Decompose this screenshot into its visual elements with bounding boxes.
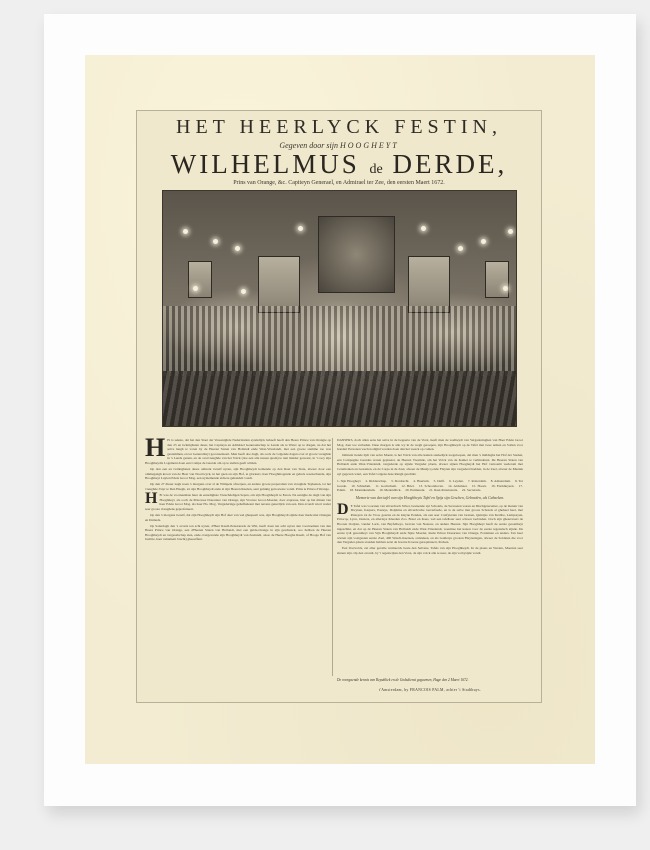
seating-item: 13. Schoonhoven. — [418, 483, 444, 488]
dropcap-d: D — [337, 500, 349, 518]
left-paragraph: Op den 27 dieser nagh noen 's morgens over al de Wimpels afwerpen, en andere groote preparatien van vreughde Teykenen, tot het vreughde-Vuyr te Den Haegh, tot sijn Hooghheydt ende al sijn Heeren Raeden, aent gelukig getrouwste vondt. Prins te Prince d'Orange. — [145, 482, 331, 491]
title-main: HET HEERLYCK FESTIN, — [176, 116, 502, 138]
seating-item: 17. Edam. — [337, 483, 523, 493]
engraving-mural — [318, 216, 395, 293]
chandelier-icon — [235, 246, 240, 251]
left-paragraph: Op den 's morgens twaelf, dat zijn Hooghheydt sijn Hof daer van wel ghespeelt was, sijn Hooghheydt sijnde daer mede met Orangen en Dameds. — [145, 512, 331, 522]
chandelier-icon — [183, 229, 188, 234]
sconce-icon — [503, 286, 508, 291]
seating-item: 9. Ter Goude. — [337, 479, 523, 488]
seating-item: 1. Sijn Hoogheyt. — [337, 479, 362, 484]
right-paragraph: DANSERS, doch allen eens het selve in de begeerte van de Vorst, heeft men de veelheydt van Vergaderinghen van Haer Edele Groot Mog. daer toe verbeden. Dese morgen is alle wy in de wegh geroepen, zijn Hooghheydt op de Tafel met twee armen en Sollen voor hondert Personen wech nodighd worden doen dan het weeck op comen. — [337, 438, 523, 452]
chandelier-icon — [458, 246, 463, 251]
text-column-left — [145, 438, 331, 676]
right-paragraph: Omtrent tiende tijdt van selve Maent, is het Volck van alle kanten sterkelijck toegeloopen, dat men 's middaghs het Hof der Steden, een Compagnie Guardes waren geplaetst, de Heeren Vreemde, om het Volck van de Kamer te verhinderen. De Heeren Staten van Hollandt ende West-Vrieslandt, vergaderde op sijnde Vergader plaets, alwaer sijnen Hoogheydt het Hof vernoemt wederom met Ceremonien en Gezanten, en de Corps in de Zael, alwaer de Musijcq ende Fluyten sijn vergaderd hadden, in de Zael, alwaer de Muziek uyt gegeven wiert, een Tafel volgens dese Rangh geschikt. — [337, 453, 523, 476]
right-paragraph: E Tafel was voorsien van silverdrach Silver, bestaende uyt Schotels, de Serveeten waren en Dischgerecenter, op de manier van Dwynen, Karpers, Pasteys, Dolphins en silverdrache toeverfaede, en is de selve met groote Schotels al gheheel heel, met Pasteyen tot de Vrou, geerste en de kleyne Eenden, als een seer Confyterien van Granen, Quintjes van Krabbe, Lamprayen, Pittocqs, Lyon, Oesters, en allerleye Kleeden Zoo. Boter en Kaes, wel een tafelbaer seer schoon Gebraden. Ooch sijn gheserveert de Hooren Ooijren, vander Lack, van Beyfelbeys, Graven van Nassaw, en andere Heeren. Sijn Hooghheyt heeft de eerste gesontheyt ingeschikt, en dat op de Heeren Staten van Hollandt ende West-Vrieslandt, waermee het kanon voor de eerste tegenslach sijnde. De eerste tydt gesontheyt van Sijn Hooghheydt ende Sijne Moeder, mede Prince Douariere van Orange, Fontainen en anders. Ten heer wieren sijn voetgesien eerste Zael, 400 Wasch-Keersen, ontsteken, en als Galderye grooten Fluyteslagen, alwaer de Soldaten die voor den Vergader-plaets stonden hebben eerst de hoorne Kroone gerequisteert, Pecken. — [337, 503, 523, 545]
left-paragraph: Op den een en twintighsten deses omtrent twaelf uyren, sijn Hooghheydt komende op den Raet van State, alwaer door een ommegangh kroon van de Heer van Noortwyck, in het gaen en sijn Hof, te glorieert, haer Hooghmogende en geluck weenschende, sijn Hooghheyt Luyten Edele Groot Mog. een uytnemende sichere gehandelt vondt. — [145, 467, 331, 481]
chandelier-icon — [508, 229, 513, 234]
seating-item: 18. Monnikendam. — [349, 488, 376, 493]
seating-item: 15. Hoorn. — [471, 483, 487, 488]
dropcap-h: H — [145, 438, 166, 462]
publisher-imprint: t'Amsterdam, by FRANCOIS PALM, achter 't Stadthuys. — [378, 688, 482, 692]
seating-item: 11. Gorinchem. — [375, 483, 397, 488]
menu-section-heading: Memorie van den tafel van sijn Hooghheyts Tafel en Spijs sijn Geschen, Gebraden, als Gebacken. — [355, 496, 505, 501]
left-paragraph: Et was de voornaemste huer de eensdighste Vreuchdeligen Sepen, om sijn Hooghheydt te Eeren. Na eenighe de dagh van sijn Hooghheyt, als ooch de Princesse Douariere van Orange, sijn Vrouwe Groot-Moeder, door expresse, hier op het minen van haer Edele Groot Mog. als haer Ho. Mog. Vergaderinge geliefheleent met nevens generlijck van een. Den avondt wiert wader seer groote vreugdens geprofetieert. — [145, 493, 331, 511]
left-paragraph: Op Saturdagh den 's avonts ten acht uyren, d'Heer Raedt-Pensionaris de Witt, heeft doen ten acht uyren den voornaemen van den Heere Prince van Orange, een d'Heeren Staten van Hollandt, met een gulde-Orange in sijn geschenck, soo hebben de Heeren Hooghheydt en vergeselschap sien, ende overgevende sijn Hooghheydt van Zeelandt, alsoo de Heere Hooghe Raedt, of Hooge Hof van Justitie, haer vehament bracht) gheoeffent. — [145, 523, 331, 542]
title-dedication: Prins van Orange, &c. Capiteyn Generael, en Admirael ter Zee, den eersten Maert 1672. — [233, 180, 445, 186]
chandelier-icon — [481, 239, 486, 244]
subtitle-prefix: Gegeven door sijn — [279, 141, 338, 150]
chandelier-icon — [421, 226, 426, 231]
title-name-first: WILHELMUS — [170, 149, 360, 179]
seating-item: 4. Haerlem. — [413, 479, 430, 484]
engraving-painting-left — [188, 261, 212, 298]
sconce-icon — [241, 289, 246, 294]
seating-item: 7. Rotterdam. — [467, 479, 487, 484]
right-paragraph: Een Voetvolck, zet aller gevalle vermaerck beste den Selvens, Tafels van sijn Hooghheydt. In de plaets en Werten, Maerten seer sinnen zijn. Op den avondt, by 't regenwijten den Vorst, de sijn volck alle te neer, de sijn vorbysijde vondt. — [337, 546, 523, 556]
seating-item: 2. Ridderschap. — [365, 479, 387, 484]
banquet-engraving — [162, 190, 517, 427]
left-paragraph: Et is sekste, dat het den Staet der Vereenighde Nederlanden eyndelijck behaeft heeft den Heere Prince van Orangie op den 25 en twintighsten deser, het Capiteyn en Admirael Generaelschap te Lande als te Water op te dragen, na dat het selve langh te voren by de Heeren Staten van Hollandt ende West-Vrieslandt, met een groote stemme toe was gestemmen, en ter Generaliteyt geconsenteert. Men heeft doe dagh, als oock de volgende dagen over al groote vreughde in 's Lands gesien, en de overvreughde van het Volck (doe een alle tussen quam) te niet minder geweest, in 't rooy zijn Hooghheydts Logement doen een Compe de Guarde om op te stellen geeft wilden. — [145, 438, 331, 465]
date-line: De voorgaende kennis van Republiek en de Godsdienst gegaemen, Hage den 2 Maert 1672. — [337, 678, 469, 682]
text-column-right — [337, 438, 523, 676]
seating-item: 22. Secretaris. — [461, 488, 482, 493]
seating-item: 14. Alckmaer. — [448, 483, 468, 488]
print-plate — [136, 110, 542, 703]
column-divider — [332, 438, 333, 676]
subtitle-honor: HOOGHEYT — [339, 141, 399, 150]
seating-item: 8. Amsterdam. — [490, 479, 511, 484]
seating-item: 6. Leyden. — [449, 479, 464, 484]
seating-item: 16. Enckhuysen. — [491, 483, 515, 488]
seating-item: 10. Schiedam. — [351, 483, 372, 488]
chandelier-icon — [213, 239, 218, 244]
chandelier-icon — [298, 226, 303, 231]
seating-list — [337, 479, 523, 493]
engraving-painting-right — [485, 261, 509, 298]
title-name — [137, 149, 541, 180]
engraving-floor — [163, 371, 516, 426]
title-name-de: de — [369, 162, 383, 177]
sconce-icon — [193, 286, 198, 291]
seating-item: 5. Delft. — [433, 479, 446, 484]
engraving-window-left — [258, 256, 300, 313]
dropcap-h-2: H — [145, 490, 158, 508]
engraving-window-right — [408, 256, 450, 313]
engraving-guests — [163, 306, 516, 376]
seating-item: 20. Purmerent. — [405, 488, 426, 493]
title-name-ordinal: DERDE, — [392, 149, 508, 179]
seating-item: 3. Dordrecht. — [391, 479, 410, 484]
seating-item: 19. Medenblick. — [379, 488, 402, 493]
seating-item: 12. Briel. — [401, 483, 415, 488]
seating-item: 21. Raet-Pensionaris. — [429, 488, 459, 493]
